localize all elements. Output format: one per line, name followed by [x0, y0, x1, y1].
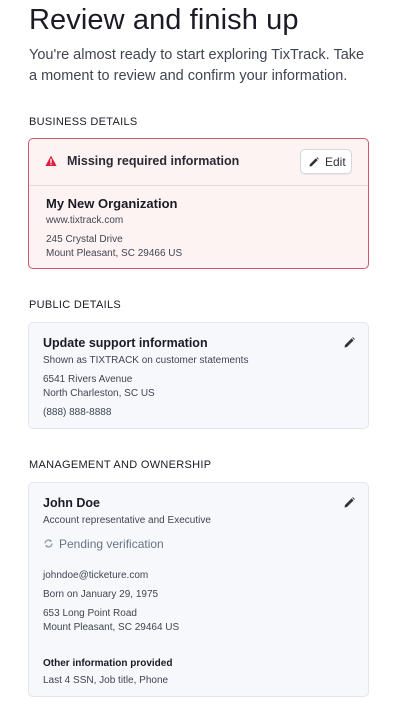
- other-info-value: Last 4 SSN, Job title, Phone: [43, 675, 169, 686]
- pencil-icon[interactable]: [344, 497, 355, 508]
- public-address-line1: 6541 Rivers Avenue: [43, 374, 133, 385]
- support-info-title: Update support information: [43, 336, 208, 350]
- business-section-title: BUSINESS DETAILS: [29, 116, 138, 128]
- person-name: John Doe: [43, 496, 100, 510]
- person-email: johndoe@ticketure.com: [43, 570, 149, 581]
- business-details-card: [28, 138, 369, 269]
- public-details-card: [28, 322, 369, 429]
- business-website: www.tixtrack.com: [46, 215, 124, 226]
- warning-triangle-icon: [45, 155, 57, 167]
- missing-info-banner: [29, 139, 368, 186]
- pencil-icon: [309, 157, 319, 167]
- public-address-line2: North Charleston, SC US: [43, 388, 155, 399]
- person-role: Account representative and Executive: [43, 515, 211, 526]
- other-info-label: Other information provided: [43, 658, 173, 669]
- public-section-title: PUBLIC DETAILS: [29, 299, 122, 311]
- pending-sync-icon: [43, 538, 54, 549]
- edit-business-button[interactable]: [300, 149, 352, 174]
- statement-descriptor: Shown as TIXTRACK on customer statements: [43, 355, 249, 366]
- management-section-title: MANAGEMENT AND OWNERSHIP: [29, 459, 212, 471]
- person-address-line2: Mount Pleasant, SC 29464 US: [43, 622, 180, 633]
- business-address-line1: 245 Crystal Drive: [46, 234, 123, 245]
- verification-status: Pending verification: [59, 537, 164, 551]
- pencil-icon[interactable]: [344, 337, 355, 348]
- business-name: My New Organization: [46, 196, 178, 211]
- management-card: [28, 482, 369, 697]
- page-title: Review and finish up: [29, 4, 299, 36]
- person-birthdate: Born on January 29, 1975: [43, 589, 159, 600]
- intro-text: You're almost ready to start exploring TixTrack. Take a moment to review and confirm your information.: [29, 47, 365, 84]
- edit-label: Edit: [325, 155, 346, 169]
- public-phone: (888) 888-8888: [43, 407, 112, 418]
- person-address-line1: 653 Long Point Road: [43, 608, 137, 619]
- missing-info-title: Missing required information: [67, 154, 240, 168]
- business-address-line2: Mount Pleasant, SC 29466 US: [46, 248, 183, 259]
